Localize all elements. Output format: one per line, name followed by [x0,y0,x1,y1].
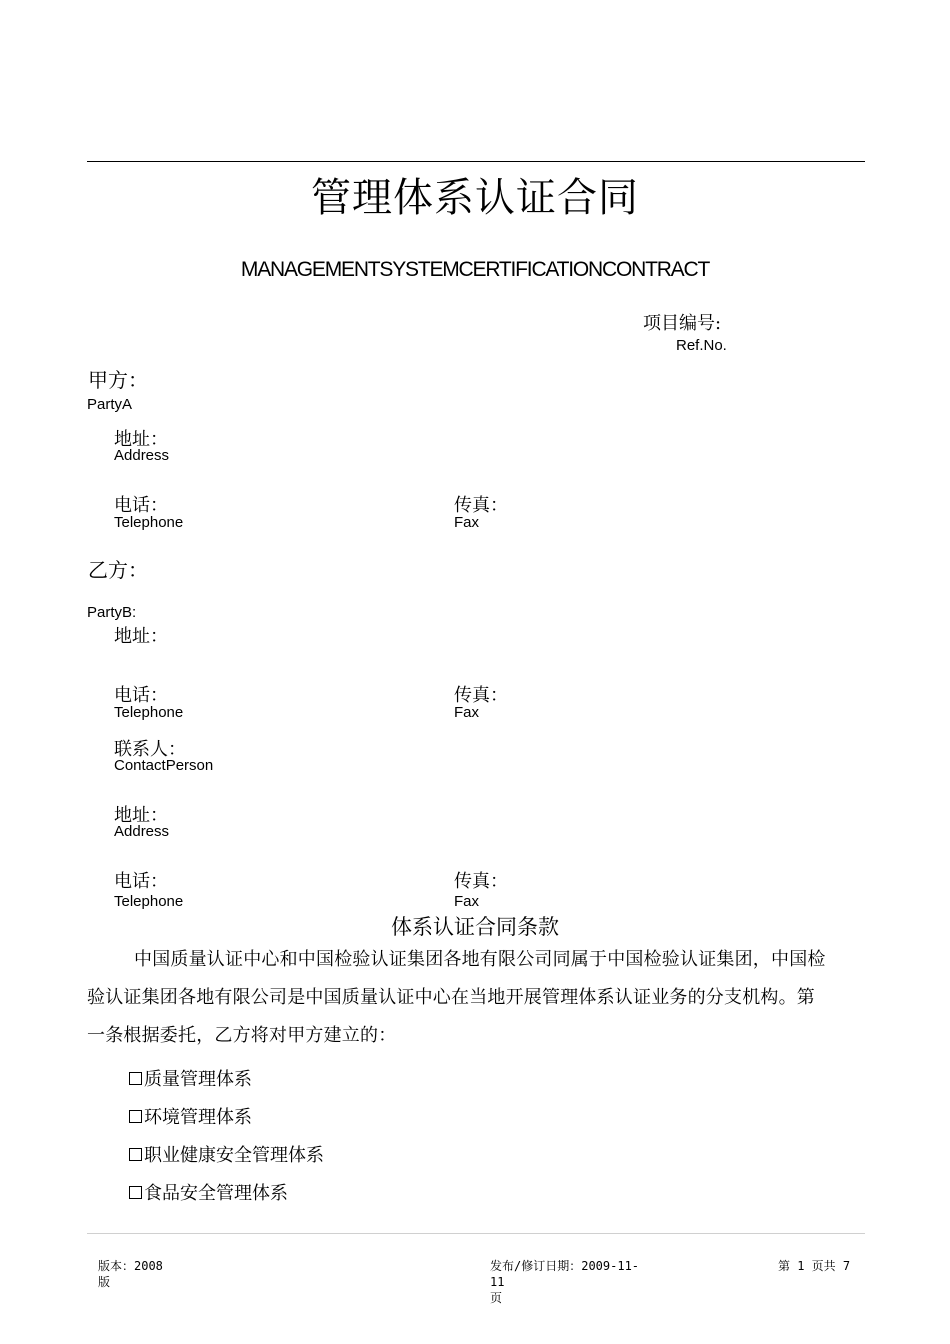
option-food-safety[interactable] [129,1179,288,1205]
party-b-fax2-en: Fax [454,893,480,910]
footer-version-line-1: 版本：2008 [98,1259,163,1273]
party-b-label-en: PartyB: [87,604,137,621]
party-b-telephone2-en: Telephone [114,893,184,910]
checkbox[interactable] [129,1186,142,1199]
terms-paragraph-line-3: 一条根据委托，乙方将对甲方建立的： [87,1025,397,1046]
party-b-label-zh: 乙方： [88,558,148,582]
party-a-fax-zh: 传真： [454,495,508,516]
party-b-telephone-en: Telephone [114,704,184,721]
party-a-label-en: PartyA [87,396,133,413]
party-a-fax-en: Fax [454,514,480,531]
contact-person-zh: 联系人： [114,739,186,760]
header-rule [87,161,865,162]
footer-version [98,1258,163,1290]
option-occupational-health[interactable] [129,1141,324,1167]
checkbox[interactable] [129,1148,142,1161]
option-label: 环境管理体系 [144,1107,252,1128]
footer-date-line-3: 页 [490,1291,503,1305]
ref-label-zh: 项目编号: [643,313,722,334]
footer-version-line-2: 版 [98,1275,111,1289]
ref-label-en: Ref.No. [676,337,727,354]
party-b-address2-en: Address [114,823,170,840]
footer-date-line-2: 11 [490,1275,505,1289]
option-environment[interactable] [129,1103,252,1129]
option-label: 职业健康安全管理体系 [144,1145,324,1166]
terms-heading: 体系认证合同条款 [391,915,559,939]
option-label: 食品安全管理体系 [144,1183,288,1204]
footer-date-line-1: 发布/修订日期：2009-11- [490,1259,640,1273]
party-b-address2-zh: 地址： [114,805,168,826]
option-quality[interactable] [129,1065,252,1091]
party-b-fax2-zh: 传真： [454,871,508,892]
party-a-address-zh: 地址： [114,429,168,450]
checkbox[interactable] [129,1072,142,1085]
party-a-telephone-en: Telephone [114,514,184,531]
contact-person-en: ContactPerson [114,757,214,774]
footer-page-number: 第 1 页共 7 [778,1259,851,1273]
footer-date [490,1258,639,1306]
footer-rule [87,1233,865,1234]
party-b-fax-zh: 传真： [454,685,508,706]
document-subtitle: MANAGEMENTSYSTEMCERTIFICATIONCONTRACT [240,258,710,281]
option-label: 质量管理体系 [144,1069,252,1090]
party-b-telephone-zh: 电话： [114,685,168,706]
party-b-address-zh: 地址： [114,626,168,647]
document-title: 管理体系认证合同 [311,175,639,221]
terms-paragraph-line-2: 验认证集团各地有限公司是中国质量认证中心在当地开展管理体系认证业务的分支机构。第 [87,987,815,1008]
party-b-fax-en: Fax [454,704,480,721]
party-a-address-en: Address [114,447,170,464]
terms-paragraph-line-1: 中国质量认证中心和中国检验认证集团各地有限公司同属于中国检验认证集团，中国检 [134,949,826,970]
party-b-telephone2-zh: 电话： [114,871,168,892]
party-a-label-zh: 甲方： [88,368,148,392]
party-a-telephone-zh: 电话： [114,495,168,516]
checkbox[interactable] [129,1110,142,1123]
